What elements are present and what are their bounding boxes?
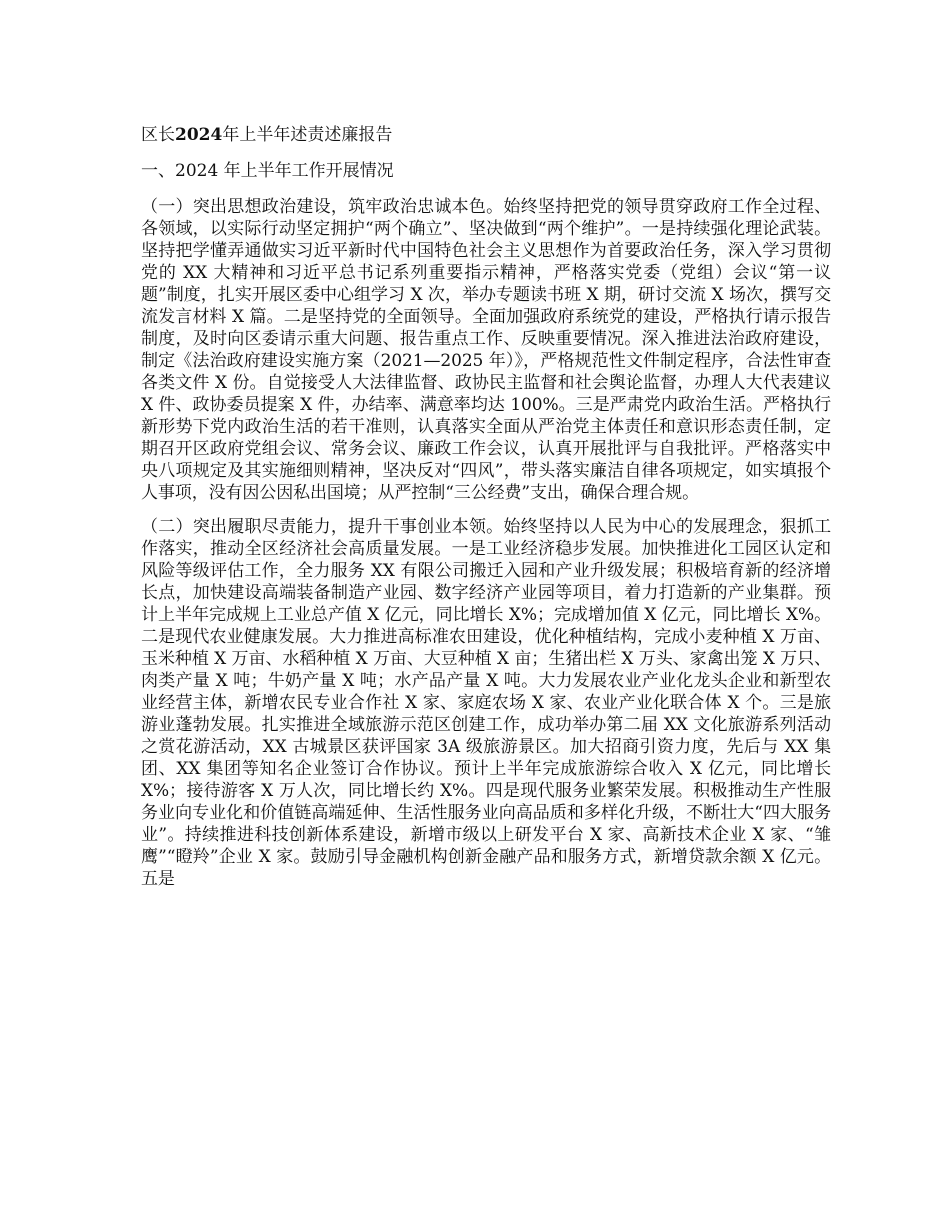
- document-title-suffix: 年上半年述责述廉报告: [222, 125, 393, 145]
- document-body: [141, 124, 831, 902]
- paragraph-political-building: （一）突出思想政治建设，筑牢政治忠诚本色。始终坚持把党的领导贯穿政府工作全过程、各领域，以实际行动坚定拥护“两个确立”、坚决做到“两个维护”。一是持续强化理论武装。坚持把学懂弄通做实习近平新时代中国特色社会主义思想作为首要政治任务，深入学习贯彻党的 XX 大精神和习近平总书记系列重要指示精神，严格落实党委（党组）会议“第一议题”制度，扎实开展区委中心组学习 X 次，举办专题读书班 X 期，研讨交流 X 场次，撰写交流发言材料 X 篇。二是坚持党的全面领导。全面加强政府系统党的建设，严格执行请示报告制度，及时向区委请示重大问题、报告重点工作、反映重要情况。深入推进法治政府建设，制定《法治政府建设实施方案（2021—2025 年）》，严格规范性文件制定程序，合法性审查各类文件 X 份。自觉接受人大法律监督、政协民主监督和社会舆论监督，办理人大代表建议 X 件、政协委员提案 X 件，办结率、满意率均达 100%。三是严肃党内政治生活。严格执行新形势下党内政治生活的若干准则，认真落实全面从严治党主体责任和意识形态责任制，定期召开区政府党组会议、常务会议、廉政工作会议，认真开展批评与自我批评。严格落实中央八项规定及其实施细则精神，坚决反对“四风”，带头落实廉洁自律各项规定，如实填报个人事项，没有因公因私出国境；从严控制“三公经费”支出，确保合理合规。: [141, 197, 831, 503]
- section-heading: 一、2024 年上半年工作开展情况: [141, 161, 394, 181]
- paragraph-performance-duties: （二）突出履职尽责能力，提升干事创业本领。始终坚持以人民为中心的发展理念，狠抓工作落实，推动全区经济社会高质量发展。一是工业经济稳步发展。加快推进化工园区认定和风险等级评估工作，全力服务 XX 有限公司搬迁入园和产业升级发展；积极培育新的经济增长点，加快建设高端装备制造产业园、数字经济产业园等项目，着力打造新的产业集群。预计上半年完成规上工业总产值 X 亿元，同比增长 X%；完成增加值 X 亿元，同比增长 X%。二是现代农业健康发展。大力推进高标准农田建设，优化种植结构，完成小麦种植 X 万亩、玉米种植 X 万亩、水稻种植 X 万亩、大豆种植 X 亩；生猪出栏 X 万头、家禽出笼 X 万只、肉类产量 X 吨；牛奶产量 X 吨；水产品产量 X 吨。大力发展农业产业化龙头企业和新型农业经营主体，新增农民专业合作社 X 家、家庭农场 X 家、农业产业化联合体 X 个。三是旅游业蓬勃发展。扎实推进全域旅游示范区创建工作，成功举办第二届 XX 文化旅游系列活动之赏花游活动，XX 古城景区获评国家 3A 级旅游景区。加大招商引资力度，先后与 XX 集团、XX 集团等知名企业签订合作协议。预计上半年完成旅游综合收入 X 亿元，同比增长 X%；接待游客 X 万人次，同比增长约 X%。四是现代服务业繁荣发展。积极推动生产性服务业向专业化和价值链高端延伸、生活性服务业向高品质和多样化升级，不断壮大“四大服务业”。持续推进科技创新体系建设，新增市级以上研发平台 X 家、高新技术企业 X 家、“雏鹰”“瞪羚”企业 X 家。鼓励引导金融机构创新金融产品和服务方式，新增贷款余额 X 亿元。五是: [141, 517, 831, 889]
- document-title-prefix: 区长: [141, 125, 175, 145]
- document-title-year: 2024: [175, 125, 223, 145]
- document-title: [141, 124, 831, 146]
